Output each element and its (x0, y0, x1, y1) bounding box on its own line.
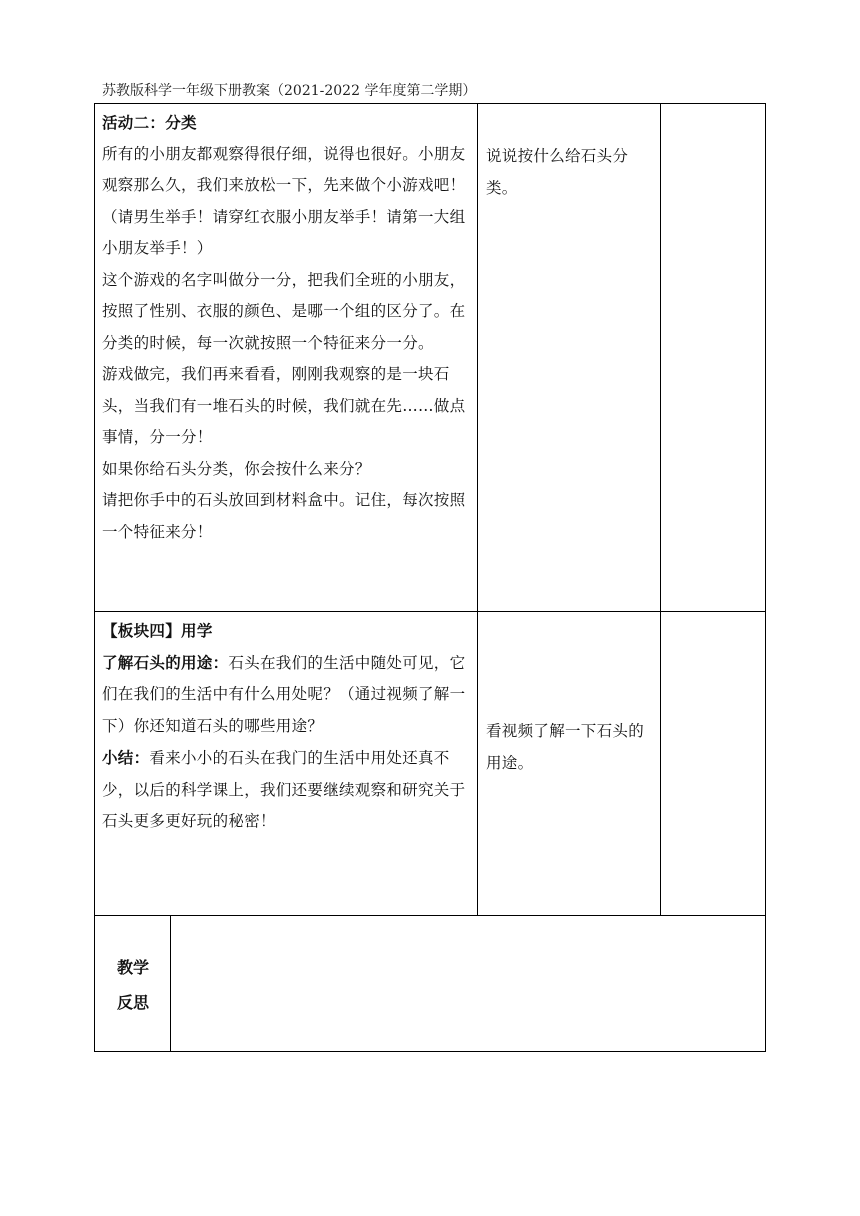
reflection-label-line: 教学 (116, 958, 149, 977)
table-border-bottom (94, 1051, 766, 1052)
column-divider (660, 103, 661, 916)
block-title (102, 615, 472, 647)
teaching-reflection-label (96, 950, 170, 1020)
paragraph-text: 看来小小的石头在我门的生活中用处还真不少，以后的科学课上，我们还要继续观察和研究关于石头更多更好玩的秘密！ (102, 749, 466, 830)
student-activity-text: 说说按什么给石头分类。 (486, 147, 629, 197)
paragraph (102, 742, 472, 838)
student-activity-cell (486, 141, 654, 204)
paragraph-label: 小结： (102, 748, 150, 767)
table-border-right (765, 103, 766, 1052)
paragraph-text: 石头在我们的生活中随处可见，它们在我们的生活中有什么用处呢？（通过视频了解一下）你还知道石头的哪些用途？ (102, 653, 466, 735)
paragraph (102, 647, 472, 743)
paragraph: 所有的小朋友都观察得很仔细，说得也很好。小朋友观察那么久，我们来放松一下，先来做个小游戏吧！（请男生举手！请穿红衣服小朋友举手！请第一大组小朋友举手！） (102, 144, 466, 257)
table-row-divider (94, 915, 766, 916)
page-header: 苏教版科学一年级下册教案（2021-2022 学年度第二学期） (102, 83, 477, 99)
student-activity-cell (486, 716, 654, 779)
paragraph: 如果你给石头分类，你会按什么来分？ (102, 459, 371, 478)
block-four-cell (102, 615, 472, 838)
activity-two-cell (102, 107, 472, 548)
block-title-text: 用学 (181, 621, 213, 640)
block-title-bracket: 【板块四】 (102, 621, 182, 640)
column-divider (170, 915, 171, 1052)
paragraph: 游戏做完，我们再来看看，刚刚我观察的是一块石头，当我们有一堆石头的时候，我们就在先……做点事情，分一分！ (102, 365, 466, 446)
student-activity-text: 看视频了解一下石头的用途。 (486, 722, 645, 772)
column-divider (477, 103, 478, 916)
table-border-left (94, 103, 95, 1052)
paragraph: 请把你手中的石头放回到材料盒中。记住，每次按照一个特征来分！ (102, 491, 466, 541)
table-border-top (94, 103, 766, 104)
reflection-label-line: 反思 (116, 993, 149, 1012)
teaching-reflection-content (178, 922, 758, 1042)
paragraph-label: 了解石头的用途： (102, 652, 229, 672)
activity-title: 活动二：分类 (102, 113, 197, 132)
paragraph: 这个游戏的名字叫做分一分，把我们全班的小朋友，按照了性别、衣服的颜色、是哪一个组的区分了。在分类的时候，每一次就按照一个特征来分一分。 (102, 270, 466, 352)
table-row-divider (94, 611, 766, 612)
